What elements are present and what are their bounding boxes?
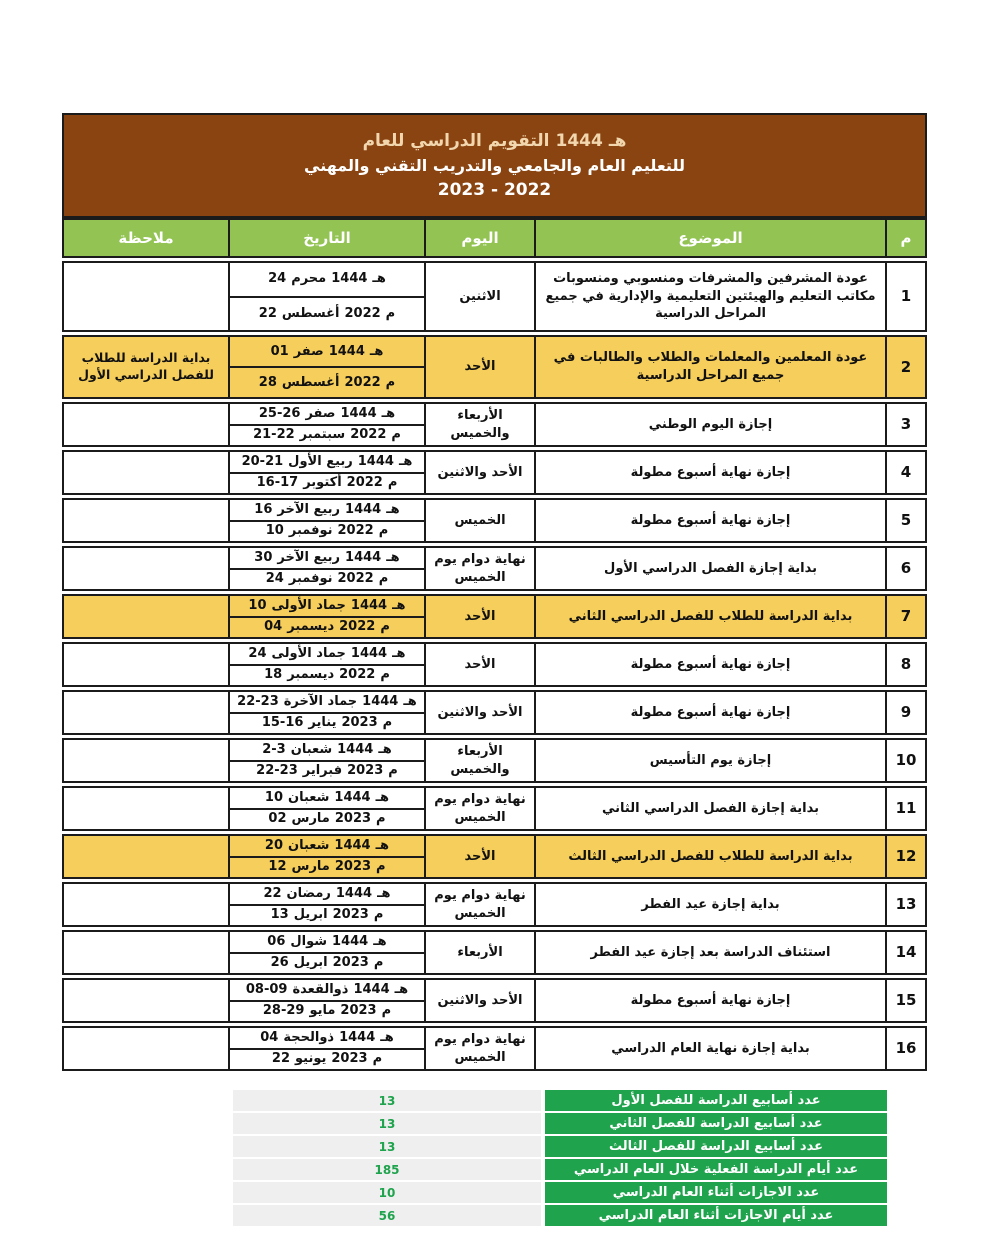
date-token: ديسمبر bbox=[287, 667, 335, 683]
note-cell bbox=[64, 263, 230, 330]
row-number: 12 bbox=[895, 847, 917, 866]
date-token: محرم bbox=[291, 271, 327, 287]
subject-cell: إجازة نهاية أسبوع مطولة bbox=[536, 692, 887, 733]
hijri-date bbox=[230, 692, 424, 714]
date-token: م bbox=[387, 475, 398, 491]
date-token: 20-21 bbox=[241, 453, 284, 469]
date-token: م bbox=[381, 1003, 392, 1019]
date-token: 2022 bbox=[337, 523, 374, 539]
hijri-date bbox=[230, 404, 424, 426]
date-token: هـ bbox=[394, 981, 409, 997]
date-token: 16-17 bbox=[256, 475, 299, 491]
date-token: م bbox=[380, 667, 390, 683]
date-cell bbox=[230, 404, 426, 445]
subject-cell: بداية الدراسة للطلاب للفصل الدراسي الثاني bbox=[536, 596, 887, 637]
date-cell bbox=[230, 263, 426, 330]
subject-cell: بداية إجازة الفصل الدراسي الثاني bbox=[536, 788, 887, 829]
row-number: 2 bbox=[900, 357, 912, 376]
date-token: هـ bbox=[372, 271, 386, 287]
column-header-subject: الموضوع bbox=[536, 220, 887, 256]
row-number: 13 bbox=[895, 895, 917, 914]
day-cell: نهاية دوام يوم الخميس bbox=[426, 548, 536, 589]
date-token: هـ bbox=[373, 933, 387, 949]
subject-cell: إجازة نهاية أسبوع مطولة bbox=[536, 980, 887, 1021]
date-token: 2023 bbox=[347, 763, 384, 779]
date-token: ربيع الأول bbox=[288, 453, 353, 469]
column-header-date: التاريخ bbox=[230, 220, 426, 256]
date-token: 1444 bbox=[345, 549, 382, 565]
note-cell bbox=[64, 500, 230, 541]
date-token: 22-23 bbox=[256, 763, 298, 779]
summary-value: 13 bbox=[233, 1136, 541, 1157]
date-token: 1444 bbox=[337, 741, 374, 757]
date-token: ربيع الآخر bbox=[277, 549, 341, 565]
date-token: ابريل bbox=[293, 955, 328, 971]
date-token: نوفمبر bbox=[288, 523, 333, 539]
hijri-date bbox=[230, 644, 424, 666]
summary-row bbox=[233, 1090, 887, 1111]
hijri-date bbox=[230, 548, 424, 570]
summary-row bbox=[233, 1113, 887, 1134]
note-cell bbox=[64, 788, 230, 829]
hijri-date bbox=[230, 740, 424, 762]
summary-row bbox=[233, 1205, 887, 1226]
date-token: م bbox=[380, 619, 390, 635]
row-number: 11 bbox=[895, 799, 917, 818]
gregorian-date bbox=[230, 618, 424, 638]
date-token: جماد الآخرة bbox=[283, 693, 358, 709]
hijri-date bbox=[230, 1028, 424, 1050]
date-token: 2022 bbox=[339, 619, 376, 635]
column-header-row bbox=[62, 218, 927, 258]
note-cell bbox=[64, 404, 230, 445]
day-cell: الاثنين bbox=[426, 263, 536, 330]
date-token: جماد الأولى bbox=[271, 597, 346, 613]
row-number: 10 bbox=[895, 751, 917, 770]
summary-row bbox=[233, 1182, 887, 1203]
subject-cell: إجازة نهاية أسبوع مطولة bbox=[536, 452, 887, 493]
date-token: 28-29 bbox=[262, 1003, 305, 1019]
note-cell bbox=[64, 836, 230, 877]
subject-cell: إجازة اليوم الوطني bbox=[536, 404, 887, 445]
gregorian-date bbox=[230, 1050, 424, 1070]
date-token: هـ bbox=[398, 453, 413, 469]
day-cell: الخميس bbox=[426, 500, 536, 541]
title-line-2: للتعليم العام والجامعي والتدريب التقني والمهني bbox=[304, 156, 685, 175]
date-token: 22 bbox=[258, 305, 277, 321]
gregorian-date bbox=[230, 954, 424, 974]
date-token: هـ bbox=[392, 597, 406, 613]
hijri-date bbox=[230, 884, 424, 906]
date-token: 2023 bbox=[332, 955, 369, 971]
date-token: 06 bbox=[267, 933, 286, 949]
date-token: هـ bbox=[377, 885, 391, 901]
day-cell: الأربعاء bbox=[426, 932, 536, 973]
date-token: هـ bbox=[375, 837, 390, 853]
date-cell bbox=[230, 740, 426, 781]
row-number: 8 bbox=[900, 655, 912, 674]
date-token: أغسطس bbox=[281, 305, 340, 321]
date-token: أكتوبر bbox=[303, 475, 342, 491]
subject-cell: إجازة نهاية أسبوع مطولة bbox=[536, 644, 887, 685]
row-number: 4 bbox=[900, 463, 912, 482]
day-cell: الأحد bbox=[426, 836, 536, 877]
date-token: 2023 bbox=[332, 907, 369, 923]
summary-table bbox=[233, 1090, 887, 1226]
date-token: مارس bbox=[291, 859, 330, 875]
table-row-5 bbox=[62, 498, 927, 543]
subject-cell: بداية إجازة نهاية العام الدراسي bbox=[536, 1028, 887, 1069]
date-token: م bbox=[376, 811, 386, 827]
gregorian-date bbox=[230, 426, 424, 446]
table-row-1 bbox=[62, 261, 927, 332]
gregorian-date bbox=[230, 368, 424, 397]
table-row-8 bbox=[62, 642, 927, 687]
note-cell: بداية الدراسة للطلاب للفصل الدراسي الأول bbox=[64, 337, 230, 397]
hijri-date bbox=[230, 337, 424, 368]
date-token: 1444 bbox=[331, 271, 368, 287]
summary-value: 56 bbox=[233, 1205, 541, 1226]
column-header-day: اليوم bbox=[426, 220, 536, 256]
date-token: 2023 bbox=[341, 715, 378, 731]
date-token: 1444 bbox=[353, 981, 390, 997]
day-cell: الأحد والاثنين bbox=[426, 452, 536, 493]
date-token: 12 bbox=[268, 859, 287, 875]
date-token: 1444 bbox=[334, 837, 371, 853]
date-token: 2022 bbox=[350, 427, 387, 443]
note-cell bbox=[64, 884, 230, 925]
date-token: 24 bbox=[265, 571, 284, 587]
date-token: 01 bbox=[270, 343, 289, 359]
date-token: يونيو bbox=[295, 1051, 327, 1067]
date-token: 26 bbox=[270, 955, 289, 971]
title-year: 1444 bbox=[555, 131, 603, 151]
day-cell: نهاية دوام يوم الخميس bbox=[426, 884, 536, 925]
date-token: م bbox=[373, 955, 384, 971]
note-cell bbox=[64, 1028, 230, 1069]
date-cell bbox=[230, 980, 426, 1021]
day-cell: نهاية دوام يوم الخميس bbox=[426, 1028, 536, 1069]
date-token: 1444 bbox=[357, 453, 394, 469]
date-token: 16 bbox=[254, 501, 273, 517]
date-token: 04 bbox=[264, 619, 283, 635]
date-token: 1444 bbox=[340, 405, 377, 421]
date-token: مارس bbox=[291, 811, 330, 827]
gregorian-date bbox=[230, 762, 424, 782]
date-cell bbox=[230, 788, 426, 829]
date-token: هـ bbox=[403, 693, 417, 709]
hijri-date bbox=[230, 596, 424, 618]
date-token: هـ bbox=[380, 1029, 394, 1045]
date-token: 2022 bbox=[346, 475, 383, 491]
date-token: 15-16 bbox=[261, 715, 304, 731]
date-token: شعبان bbox=[288, 837, 330, 853]
summary-row bbox=[233, 1136, 887, 1157]
day-cell: الأحد bbox=[426, 596, 536, 637]
date-token: 1444 bbox=[350, 645, 388, 661]
date-cell bbox=[230, 644, 426, 685]
date-token: هـ bbox=[392, 645, 406, 661]
gregorian-date bbox=[230, 570, 424, 590]
summary-row bbox=[233, 1159, 887, 1180]
table-row-10 bbox=[62, 738, 927, 783]
date-token: هـ bbox=[369, 343, 384, 359]
gregorian-date bbox=[230, 858, 424, 878]
gregorian-date bbox=[230, 714, 424, 734]
note-cell bbox=[64, 452, 230, 493]
table-row-16 bbox=[62, 1026, 927, 1071]
date-token: 2022 bbox=[337, 571, 374, 587]
subject-cell: إجازة يوم التأسيس bbox=[536, 740, 887, 781]
date-token: 1444 bbox=[328, 343, 365, 359]
column-header-note: ملاحظة bbox=[64, 220, 230, 256]
table-row-12 bbox=[62, 834, 927, 879]
date-token: نوفمبر bbox=[288, 571, 333, 587]
note-cell bbox=[64, 596, 230, 637]
date-cell bbox=[230, 1028, 426, 1069]
date-cell bbox=[230, 932, 426, 973]
date-token: مايو bbox=[309, 1003, 336, 1019]
table-row-15 bbox=[62, 978, 927, 1023]
date-cell bbox=[230, 884, 426, 925]
gregorian-date bbox=[230, 810, 424, 830]
date-token: هـ bbox=[375, 789, 390, 805]
date-token: م bbox=[378, 571, 389, 587]
date-token: 2022 bbox=[339, 667, 376, 683]
title-banner bbox=[62, 113, 927, 218]
date-token: 21-22 bbox=[253, 427, 295, 443]
note-cell bbox=[64, 932, 230, 973]
note-cell bbox=[64, 548, 230, 589]
date-token: 24 bbox=[268, 271, 287, 287]
table-row-4 bbox=[62, 450, 927, 495]
date-token: 18 bbox=[264, 667, 283, 683]
table-row-6 bbox=[62, 546, 927, 591]
gregorian-date bbox=[230, 666, 424, 686]
row-number: 3 bbox=[900, 415, 912, 434]
date-token: 2023 bbox=[331, 1051, 368, 1067]
summary-label: عدد الاجازات أثناء العام الدراسي bbox=[545, 1182, 887, 1203]
title-era: هـ bbox=[608, 131, 627, 151]
date-token: 08-09 bbox=[245, 981, 288, 997]
calendar-table bbox=[62, 218, 927, 1071]
date-token: م bbox=[382, 715, 393, 731]
row-number: 5 bbox=[900, 511, 912, 530]
date-token: 04 bbox=[260, 1029, 279, 1045]
date-token: 2023 bbox=[334, 811, 372, 827]
date-token: 2-3 bbox=[262, 741, 286, 757]
calendar-rows bbox=[62, 261, 927, 1071]
date-token: جماد الأولى bbox=[271, 645, 346, 661]
subject-cell: بداية إجازة عيد الفطر bbox=[536, 884, 887, 925]
date-token: 20 bbox=[264, 837, 284, 853]
table-row-7 bbox=[62, 594, 927, 639]
date-cell bbox=[230, 548, 426, 589]
date-token: 25-26 bbox=[258, 405, 301, 421]
date-token: 1444 bbox=[345, 501, 382, 517]
date-token: فبراير bbox=[302, 763, 343, 779]
date-token: 2023 bbox=[340, 1003, 377, 1019]
date-cell bbox=[230, 692, 426, 733]
date-cell bbox=[230, 337, 426, 397]
summary-value: 10 bbox=[233, 1182, 541, 1203]
date-token: 10 bbox=[248, 597, 267, 613]
date-token: ديسمبر bbox=[287, 619, 335, 635]
summary-value: 13 bbox=[233, 1113, 541, 1134]
date-token: 28 bbox=[258, 374, 277, 390]
subject-cell: استئناف الدراسة بعد إجازة عيد الفطر bbox=[536, 932, 887, 973]
date-token: 1444 bbox=[332, 933, 369, 949]
date-token: 1444 bbox=[339, 1029, 376, 1045]
date-token: ذوالقعدة bbox=[292, 981, 349, 997]
gregorian-date bbox=[230, 1002, 424, 1022]
table-row-14 bbox=[62, 930, 927, 975]
date-token: رمضان bbox=[286, 885, 331, 901]
summary-label: عدد أيام الاجازات أثناء العام الدراسي bbox=[545, 1205, 887, 1226]
row-number: 9 bbox=[900, 703, 912, 722]
hijri-date bbox=[230, 500, 424, 522]
gregorian-date bbox=[230, 522, 424, 542]
date-token: صفر bbox=[305, 405, 336, 421]
date-token: 2023 bbox=[334, 859, 372, 875]
gregorian-date bbox=[230, 298, 424, 331]
summary-value: 13 bbox=[233, 1090, 541, 1111]
date-token: صفر bbox=[293, 343, 324, 359]
date-token: 22-23 bbox=[237, 693, 279, 709]
table-row-9 bbox=[62, 690, 927, 735]
summary-label: عدد أيام الدراسة الفعلية خلال العام الدراسي bbox=[545, 1159, 887, 1180]
date-cell bbox=[230, 836, 426, 877]
summary-value: 185 bbox=[233, 1159, 541, 1180]
row-number: 15 bbox=[895, 991, 917, 1010]
summary-label: عدد أسابيع الدراسة للفصل الثاني bbox=[545, 1113, 887, 1134]
day-cell: الأحد bbox=[426, 337, 536, 397]
date-token: هـ bbox=[386, 501, 400, 517]
hijri-date bbox=[230, 788, 424, 810]
date-token: شعبان bbox=[288, 789, 330, 805]
table-row-13 bbox=[62, 882, 927, 927]
table-row-11 bbox=[62, 786, 927, 831]
date-token: م bbox=[385, 374, 396, 390]
table-row-3 bbox=[62, 402, 927, 447]
row-number: 6 bbox=[900, 559, 912, 578]
day-cell: الأحد والاثنين bbox=[426, 980, 536, 1021]
summary-label: عدد أسابيع الدراسة للفصل الثالث bbox=[545, 1136, 887, 1157]
date-token: 22 bbox=[263, 885, 282, 901]
date-token: م bbox=[373, 907, 384, 923]
subject-cell: بداية إجازة الفصل الدراسي الأول bbox=[536, 548, 887, 589]
date-token: 2022 bbox=[344, 305, 381, 321]
row-number: 16 bbox=[895, 1039, 917, 1058]
note-cell bbox=[64, 740, 230, 781]
date-token: ذوالحجة bbox=[283, 1029, 335, 1045]
note-cell bbox=[64, 692, 230, 733]
date-token: 22 bbox=[271, 1051, 290, 1067]
hijri-date bbox=[230, 836, 424, 858]
title-line-3: 2023 - 2022 bbox=[437, 180, 552, 200]
day-cell: الأربعاء والخميس bbox=[426, 740, 536, 781]
date-token: 1444 bbox=[350, 597, 388, 613]
subject-cell: عودة المشرفين والمشرفات ومنسوبي ومنسوبات مكاتب التعليم والهيئتين التعليمية والإدارية في جميع المراحل الدراسية bbox=[536, 263, 887, 330]
date-token: 1444 bbox=[334, 789, 371, 805]
day-cell: الأربعاء والخميس bbox=[426, 404, 536, 445]
calendar-document bbox=[62, 113, 927, 1228]
date-token: م bbox=[376, 859, 386, 875]
date-cell bbox=[230, 500, 426, 541]
date-token: شوال bbox=[290, 933, 328, 949]
note-cell bbox=[64, 644, 230, 685]
title-line-1 bbox=[363, 131, 627, 151]
summary-label: عدد أسابيع الدراسة للفصل الأول bbox=[545, 1090, 887, 1111]
date-token: 24 bbox=[248, 645, 267, 661]
day-cell: الأحد bbox=[426, 644, 536, 685]
date-token: م bbox=[391, 427, 401, 443]
date-token: م bbox=[385, 305, 396, 321]
date-token: سبتمبر bbox=[299, 427, 346, 443]
day-cell: الأحد والاثنين bbox=[426, 692, 536, 733]
date-token: 1444 bbox=[362, 693, 399, 709]
gregorian-date bbox=[230, 474, 424, 494]
date-token: 13 bbox=[270, 907, 289, 923]
hijri-date bbox=[230, 263, 424, 298]
subject-cell: عودة المعلمين والمعلمات والطلاب والطالبات في جميع المراحل الدراسية bbox=[536, 337, 887, 397]
subject-cell: إجازة نهاية أسبوع مطولة bbox=[536, 500, 887, 541]
row-number: 14 bbox=[895, 943, 917, 962]
day-cell: نهاية دوام يوم الخميس bbox=[426, 788, 536, 829]
hijri-date bbox=[230, 980, 424, 1002]
date-token: هـ bbox=[386, 549, 400, 565]
date-token: ربيع الآخر bbox=[277, 501, 341, 517]
date-token: م bbox=[372, 1051, 383, 1067]
date-token: م bbox=[378, 523, 389, 539]
date-token: يناير bbox=[308, 715, 337, 731]
hijri-date bbox=[230, 452, 424, 474]
date-token: 10 bbox=[265, 523, 284, 539]
date-cell bbox=[230, 596, 426, 637]
date-token: 1444 bbox=[335, 885, 373, 901]
date-token: م bbox=[388, 763, 398, 779]
row-number: 1 bbox=[900, 287, 912, 306]
subject-cell: بداية الدراسة للطلاب للفصل الدراسي الثالث bbox=[536, 836, 887, 877]
date-token: هـ bbox=[381, 405, 396, 421]
date-token: 2022 bbox=[344, 374, 381, 390]
hijri-date bbox=[230, 932, 424, 954]
date-token: 10 bbox=[264, 789, 284, 805]
date-token: أغسطس bbox=[281, 374, 340, 390]
date-token: 02 bbox=[268, 811, 287, 827]
date-token: هـ bbox=[378, 741, 392, 757]
date-token: ابريل bbox=[293, 907, 328, 923]
row-number: 7 bbox=[900, 607, 912, 626]
date-token: شعبان bbox=[290, 741, 333, 757]
note-cell bbox=[64, 980, 230, 1021]
title-text: التقويم الدراسي للعام bbox=[362, 131, 550, 151]
date-token: 30 bbox=[254, 549, 273, 565]
column-header-num: م bbox=[900, 228, 912, 247]
date-cell bbox=[230, 452, 426, 493]
table-row-2 bbox=[62, 335, 927, 399]
gregorian-date bbox=[230, 906, 424, 926]
